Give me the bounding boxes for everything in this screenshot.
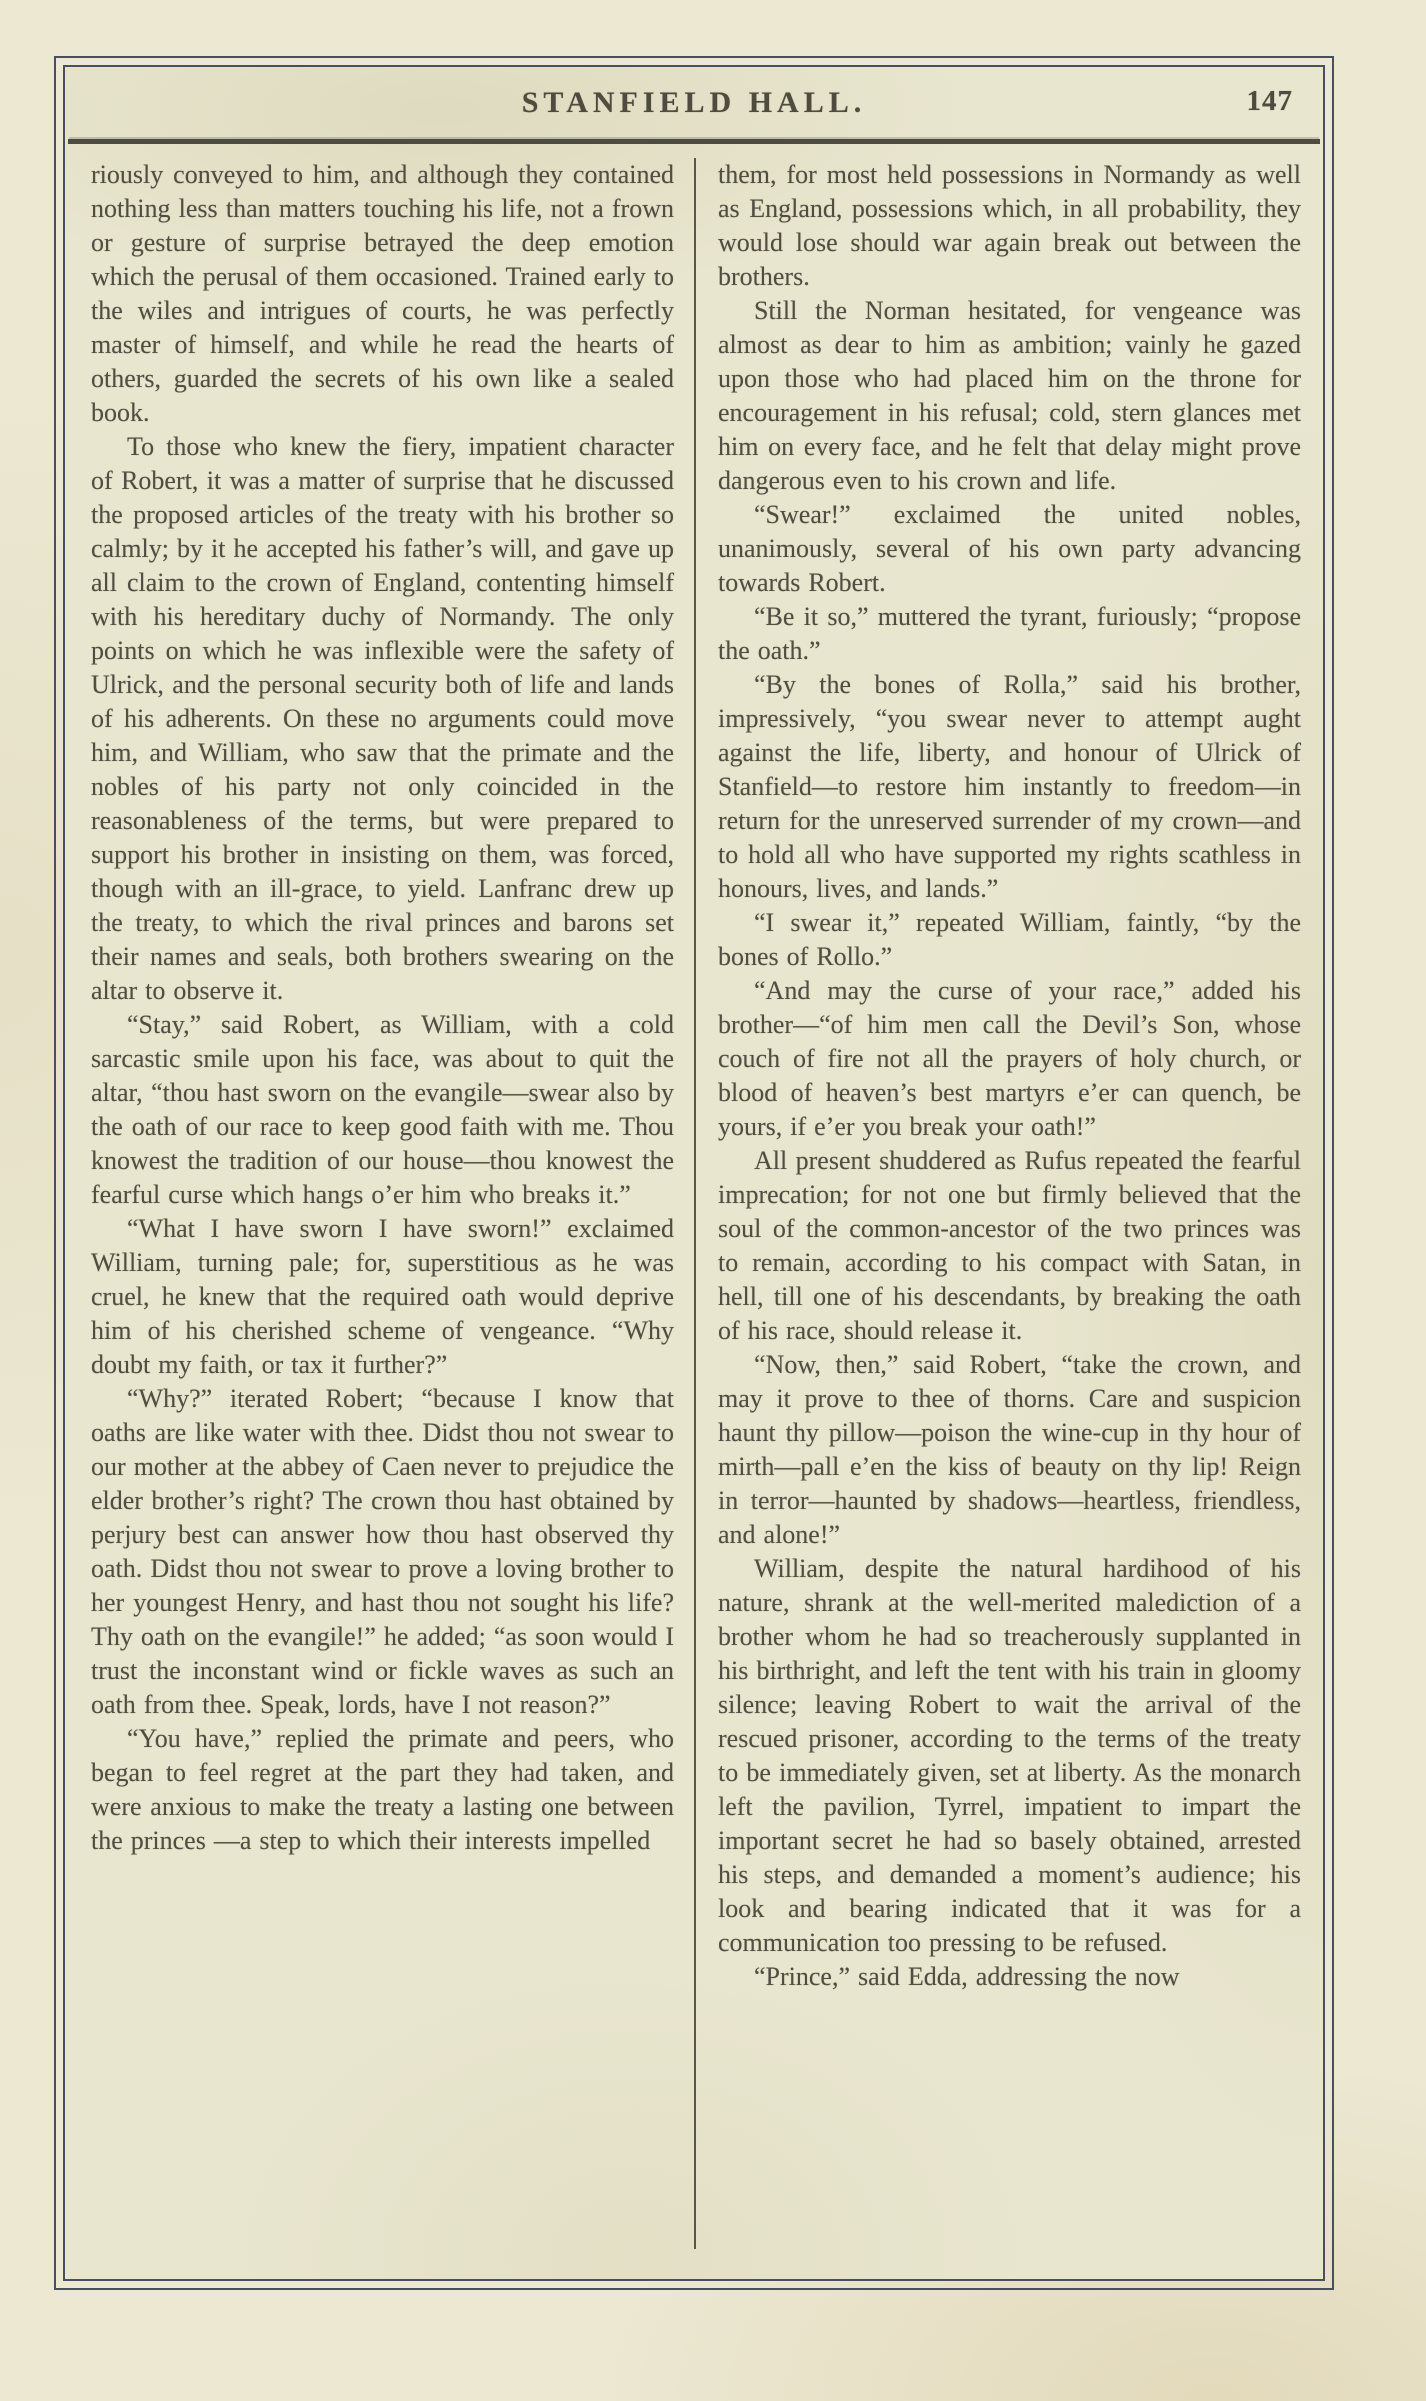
page-number: 147 xyxy=(1246,85,1293,117)
paragraph: “What I have sworn I have sworn!” exclaimed William, turning pale; for, superstitious as he was cruel, he knew that the required oath would deprive him of his cherished scheme of vengeance. “Why doubt my faith, or tax it further?” xyxy=(91,1214,674,1379)
page-header xyxy=(65,67,1323,139)
paragraph: “Prince,” said Edda, addressing the now xyxy=(754,1962,1180,1991)
paragraph: “And may the curse of your race,” added his brother—“of him men call the Devil’s Son, whose couch of fire not all the prayers of holy church, or blood of heaven’s best martyrs e’er can quench, be yours, if e’er you break your oath!” xyxy=(718,976,1301,1141)
right-column xyxy=(694,158,1301,2249)
paragraph: Still the Norman hesitated, for vengeance was almost as dear to him as ambition; vainly he gazed upon those who had placed him on the throne for encouragement in his refusal; cold, stern glances met him on every face, and he felt that delay might prove dangerous even to his crown and life. xyxy=(718,296,1301,495)
page-frame-outer xyxy=(54,56,1334,2290)
paragraph: “Stay,” said Robert, as William, with a cold sarcastic smile upon his face, was about to quit the altar, “thou hast sworn on the evangile—swear also by the oath of our race to keep good faith with me. Thou knowest the tradition of our house—thou knowest the fearful curse which hangs o’er him who breaks it.” xyxy=(91,1010,674,1209)
text-columns xyxy=(65,144,1323,2279)
paragraph: To those who knew the fiery, impatient character of Robert, it was a matter of surprise that he discussed the proposed articles of the treaty with his brother so calmly; by it he accepted his father’s will, and gave up all claim to the crown of England, contenting himself with his hereditary duchy of Normandy. The only points on which he was inflexible were the safety of Ulrick, and the personal security both of life and lands of his adherents. On these no arguments could move him, and William, who saw that the primate and the nobles of his party not only coincided in the reasonableness of the terms, but were prepared to support his brother in insisting on them, was forced, though with an ill-grace, to yield. Lanfranc drew up the treaty, to which the rival princes and barons set their names and seals, both brothers swearing on the altar to observe it. xyxy=(91,432,674,1005)
paragraph: William, despite the natural hardihood of his nature, shrank at the well-merited malediction of a brother whom he had so treacherously supplanted in his birthright, and left the tent with his train in gloomy silence; leaving Robert to wait the arrival of the rescued prisoner, according to the terms of the treaty to be immediately given, set at liberty. As the monarch left the pavilion, Tyrrel, impatient to impart the important secret he had so basely obtained, arrested his steps, and demanded a moment’s audience; his look and bearing indicated that it was for a communication too pressing to be refused. xyxy=(718,1554,1301,1957)
paragraph: “You have,” replied the primate and peers, who began to feel regret at the part they had taken, and were anxious to make the treaty a lasting one between the princes —a step to which their interests impelled xyxy=(91,1724,674,1855)
paragraph: “Why?” iterated Robert; “because I know that oaths are like water with thee. Didst thou not swear to our mother at the abbey of Caen never to prejudice the elder brother’s right? The crown thou hast obtained by perjury best can answer how thou hast observed thy oath. Didst thou not swear to prove a loving brother to her youngest Henry, and hast thou not sought his life? Thy oath on the evangile!” he added; “as soon would I trust the inconstant wind or fickle waves as such an oath from thee. Speak, lords, have I not reason?” xyxy=(91,1384,674,1719)
paragraph: “Be it so,” muttered the tyrant, furiously; “propose the oath.” xyxy=(718,602,1301,665)
paragraph: “Now, then,” said Robert, “take the crown, and may it prove to thee of thorns. Care and suspicion haunt thy pillow—poison the wine-cup in thy hour of mirth—pall e’en the kiss of beauty on thy lip! Reign in terror—haunted by shadows—heartless, friendless, and alone!” xyxy=(718,1350,1301,1549)
paragraph: All present shuddered as Rufus repeated the fearful imprecation; for not one but firmly believed that the soul of the common-ancestor of the two princes was to remain, according to his compact with Satan, in hell, till one of his descendants, by breaking the oath of his race, should release it. xyxy=(718,1146,1301,1345)
paragraph: “I swear it,” repeated William, faintly, “by the bones of Rollo.” xyxy=(718,908,1301,971)
paragraph: “By the bones of Rolla,” said his brother, impressively, “you swear never to attempt aught against the life, liberty, and honour of Ulrick of Stanfield—to restore him instantly to freedom—in return for the unreserved surrender of my crown—and to hold all who have supported my rights scathless in honours, lives, and lands.” xyxy=(718,670,1301,903)
paragraph: “Swear!” exclaimed the united nobles, unanimously, several of his own party advancing towards Robert. xyxy=(718,500,1301,597)
paragraph: them, for most held possessions in Normandy as well as England, possessions which, in all probability, they would lose should war again break out between the brothers. xyxy=(718,160,1301,291)
left-column xyxy=(91,158,694,2249)
page-title: STANFIELD HALL. xyxy=(521,86,867,119)
paragraph: riously conveyed to him, and although they contained nothing less than matters touching his life, not a frown or gesture of surprise betrayed the deep emotion which the perusal of them occasioned. Trained early to the wiles and intrigues of courts, he was perfectly master of himself, and while he read the hearts of others, guarded the secrets of his own like a sealed book. xyxy=(91,160,674,427)
page-frame-inner xyxy=(63,65,1325,2281)
